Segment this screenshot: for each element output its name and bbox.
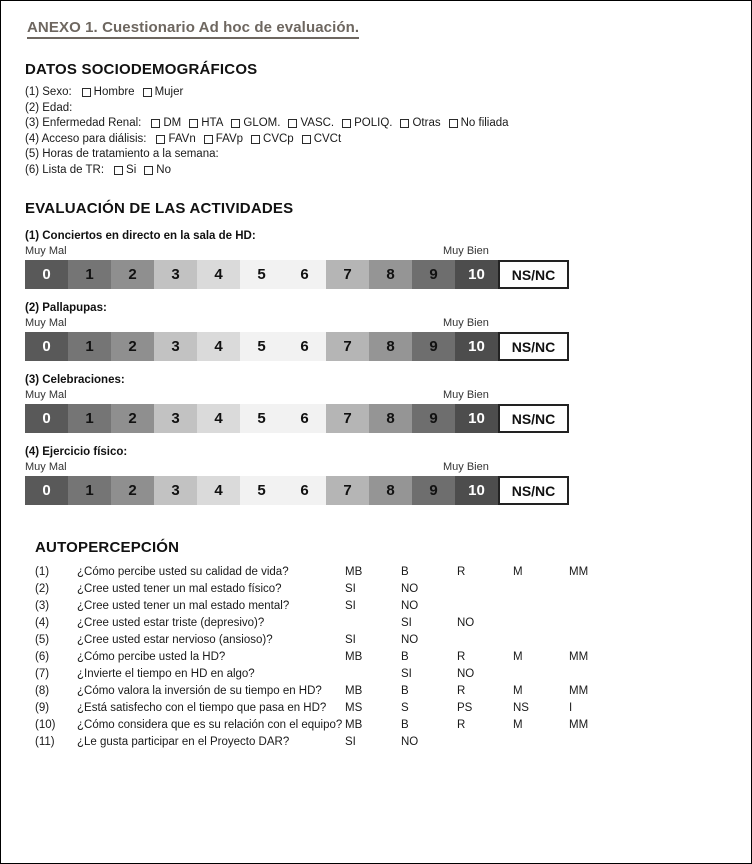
answer-option[interactable]: MS	[345, 701, 363, 714]
scale-anchor-row	[25, 317, 569, 331]
checkbox-label: No filiada	[460, 117, 509, 129]
table-row	[35, 597, 741, 614]
section-heading-demographics: DATOS SOCIODEMOGRÁFICOS	[25, 61, 258, 78]
rating-cell[interactable]: 6	[283, 476, 326, 505]
question-text: ¿Está satisfecho con el tiempo que pasa en HD?	[77, 701, 327, 714]
answer-option-empty	[513, 665, 569, 682]
answer-option-empty	[345, 665, 401, 682]
answer-option[interactable]: NO	[457, 667, 475, 680]
scale-anchor-high: Muy Bien	[443, 245, 489, 257]
checkbox-label: VASC.	[300, 117, 335, 129]
rating-cell[interactable]: 0	[25, 332, 68, 361]
checkbox-label: Si	[126, 163, 137, 176]
checkbox-option[interactable]	[288, 116, 334, 132]
answer-option-empty	[513, 597, 569, 614]
table-row	[35, 614, 741, 631]
scale-anchor-high: Muy Bien	[443, 317, 489, 329]
checkbox-option[interactable]	[144, 163, 171, 179]
table-row	[35, 631, 741, 648]
table-row	[35, 733, 741, 750]
rating-cell[interactable]: 2	[111, 476, 154, 505]
answer-option[interactable]: NO	[401, 599, 419, 612]
rating-cell[interactable]: 3	[154, 332, 197, 361]
answer-option[interactable]: NO	[401, 633, 419, 646]
question-text: ¿Cree usted tener un mal estado físico?	[77, 582, 282, 595]
demographics-list	[25, 85, 731, 178]
checkbox-option[interactable]	[251, 132, 294, 148]
demographic-label: (3) Enfermedad Renal:	[25, 117, 142, 129]
checkbox-option[interactable]	[204, 132, 243, 148]
nsnc-option[interactable]: NS/NC	[498, 332, 569, 361]
answer-option[interactable]: MB	[345, 684, 363, 697]
table-row	[35, 563, 741, 580]
rating-cell[interactable]: 5	[240, 332, 283, 361]
answer-option-empty	[569, 580, 741, 597]
rating-cell[interactable]: 2	[111, 404, 154, 433]
answer-option[interactable]: MB	[345, 650, 363, 663]
table-row	[35, 699, 741, 716]
question-text: ¿Cree usted tener un mal estado mental?	[77, 599, 290, 612]
checkbox-icon[interactable]	[143, 88, 152, 97]
question-text: ¿Invierte el tiempo en HD en algo?	[77, 667, 255, 680]
section-heading-selfperception: AUTOPERCEPCIÓN	[35, 539, 180, 556]
table-row	[35, 580, 741, 597]
checkbox-option[interactable]	[151, 116, 181, 132]
table-row	[35, 716, 741, 733]
rating-cell[interactable]: 3	[154, 476, 197, 505]
rating-cell[interactable]: 7	[326, 332, 369, 361]
rating-cell[interactable]: 1	[68, 260, 111, 289]
answer-option[interactable]: M	[513, 565, 523, 578]
answer-option[interactable]: R	[457, 650, 466, 663]
rating-cell[interactable]: 7	[326, 260, 369, 289]
answer-option[interactable]: MB	[345, 565, 363, 578]
checkbox-label: Mujer	[154, 86, 184, 98]
answer-option[interactable]: SI	[401, 667, 412, 680]
answer-option[interactable]: NO	[401, 582, 419, 595]
rating-cell[interactable]: 9	[412, 332, 455, 361]
rating-cell[interactable]: 10	[455, 476, 498, 505]
answer-option[interactable]: MB	[345, 718, 363, 731]
rating-cell[interactable]: 3	[154, 404, 197, 433]
checkbox-icon[interactable]	[288, 119, 297, 128]
nsnc-option[interactable]: NS/NC	[498, 404, 569, 433]
answer-option[interactable]: B	[401, 565, 409, 578]
row-number: (9)	[35, 701, 50, 714]
rating-scale	[25, 332, 569, 361]
checkbox-icon[interactable]	[449, 119, 458, 128]
row-number: (7)	[35, 667, 50, 680]
checkbox-option[interactable]	[449, 116, 509, 132]
demographic-label: (2) Edad:	[25, 101, 73, 114]
checkbox-icon[interactable]	[400, 119, 409, 128]
answer-option[interactable]: PS	[457, 701, 473, 714]
rating-cell[interactable]: 9	[412, 260, 455, 289]
activity-label: (1) Conciertos en directo en la sala de HD:	[25, 230, 256, 242]
rating-cell[interactable]: 1	[68, 404, 111, 433]
rating-cell[interactable]: 9	[412, 476, 455, 505]
rating-cell[interactable]: 5	[240, 404, 283, 433]
checkbox-option[interactable]	[143, 85, 184, 101]
checkbox-option[interactable]	[231, 116, 280, 132]
row-number: (6)	[35, 650, 50, 663]
selfperception-table	[35, 563, 741, 750]
activity-label: (3) Celebraciones:	[25, 374, 125, 386]
answer-option[interactable]: MM	[569, 650, 589, 663]
checkbox-label: HTA	[201, 117, 224, 129]
rating-cell[interactable]: 4	[197, 332, 240, 361]
rating-cell[interactable]: 7	[326, 404, 369, 433]
demographic-label: (1) Sexo:	[25, 86, 72, 98]
question-text: ¿Cómo considera que es su relación con el equipo?	[77, 718, 343, 731]
activity-scale-block	[25, 302, 731, 361]
demographic-label: (5) Horas de tratamiento a la semana:	[25, 148, 219, 160]
answer-option-empty	[457, 580, 513, 597]
page-title: ANEXO 1. Cuestionario Ad hoc de evaluación.	[27, 19, 359, 39]
rating-scale	[25, 476, 569, 505]
checkbox-icon[interactable]	[114, 166, 123, 175]
answer-option[interactable]: M	[513, 718, 523, 731]
answer-option-empty	[569, 733, 741, 750]
demographic-row	[25, 116, 731, 132]
rating-cell[interactable]: 9	[412, 404, 455, 433]
table-row	[35, 665, 741, 682]
answer-option[interactable]: R	[457, 684, 466, 697]
answer-option-empty	[457, 733, 513, 750]
answer-option[interactable]: S	[401, 701, 409, 714]
checkbox-icon[interactable]	[151, 119, 160, 128]
scale-anchor-low: Muy Mal	[25, 389, 67, 401]
rating-cell[interactable]: 8	[369, 260, 412, 289]
scale-anchor-high: Muy Bien	[443, 461, 489, 473]
answer-option-empty	[345, 614, 401, 631]
activity-scale-block	[25, 446, 731, 505]
checkbox-icon[interactable]	[144, 166, 153, 175]
rating-cell[interactable]: 2	[111, 332, 154, 361]
checkbox-label: CVCt	[313, 132, 342, 145]
answer-option[interactable]: SI	[345, 599, 356, 612]
rating-cell[interactable]: 10	[455, 404, 498, 433]
rating-cell[interactable]: 7	[326, 476, 369, 505]
rating-scale	[25, 260, 569, 289]
scale-anchor-low: Muy Mal	[25, 317, 67, 329]
checkbox-option[interactable]	[156, 132, 195, 148]
rating-cell[interactable]: 4	[197, 476, 240, 505]
demographic-label: (4) Acceso para diálisis:	[25, 132, 147, 145]
demographic-row	[25, 85, 731, 101]
activity-scale-block	[25, 374, 731, 433]
scale-anchor-low: Muy Mal	[25, 245, 67, 257]
answer-option[interactable]: NO	[401, 735, 419, 748]
scale-anchor-low: Muy Mal	[25, 461, 67, 473]
answer-option[interactable]: I	[569, 701, 573, 714]
checkbox-option[interactable]	[302, 132, 341, 148]
answer-option-empty	[569, 631, 741, 648]
answer-option[interactable]: B	[401, 684, 409, 697]
checkbox-icon[interactable]	[204, 135, 213, 144]
rating-cell[interactable]: 4	[197, 260, 240, 289]
checkbox-label: FAVn	[168, 132, 196, 145]
answer-option-empty	[513, 733, 569, 750]
answer-option[interactable]: SI	[345, 633, 356, 646]
answer-option-empty	[457, 631, 513, 648]
rating-cell[interactable]: 8	[369, 476, 412, 505]
question-text: ¿Cómo percibe usted su calidad de vida?	[77, 565, 289, 578]
checkbox-icon[interactable]	[189, 119, 198, 128]
nsnc-option[interactable]: NS/NC	[498, 260, 569, 289]
rating-cell[interactable]: 2	[111, 260, 154, 289]
answer-option-empty	[569, 665, 741, 682]
answer-option[interactable]: NS	[513, 701, 529, 714]
rating-cell[interactable]: 10	[455, 260, 498, 289]
rating-cell[interactable]: 10	[455, 332, 498, 361]
checkbox-icon[interactable]	[231, 119, 240, 128]
row-number: (10)	[35, 718, 56, 731]
checkbox-label: FAVp	[215, 132, 244, 145]
rating-cell[interactable]: 6	[283, 260, 326, 289]
checkbox-option[interactable]	[400, 116, 440, 132]
answer-option-empty	[569, 597, 741, 614]
row-number: (4)	[35, 616, 50, 629]
demographic-row	[25, 101, 731, 117]
rating-cell[interactable]: 8	[369, 332, 412, 361]
rating-cell[interactable]: 8	[369, 404, 412, 433]
question-text: ¿Cómo valora la inversión de su tiempo en HD?	[77, 684, 322, 697]
scale-anchor-row	[25, 389, 569, 403]
row-number: (5)	[35, 633, 50, 646]
scale-anchor-row	[25, 461, 569, 475]
checkbox-option[interactable]	[114, 163, 136, 179]
rating-cell[interactable]: 5	[240, 260, 283, 289]
answer-option[interactable]: R	[457, 718, 466, 731]
answer-option[interactable]: M	[513, 684, 523, 697]
checkbox-option[interactable]	[342, 116, 392, 132]
nsnc-option[interactable]: NS/NC	[498, 476, 569, 505]
answer-option[interactable]: SI	[345, 582, 356, 595]
rating-scale	[25, 404, 569, 433]
checkbox-label: No	[156, 163, 171, 176]
checkbox-icon[interactable]	[251, 135, 260, 144]
checkbox-option[interactable]	[82, 85, 135, 101]
checkbox-label: CVCp	[263, 132, 294, 145]
answer-option[interactable]: MM	[569, 718, 589, 731]
answer-option[interactable]: M	[513, 650, 523, 663]
question-text: ¿Cree usted estar triste (depresivo)?	[77, 616, 265, 629]
checkbox-icon[interactable]	[342, 119, 351, 128]
rating-cell[interactable]: 5	[240, 476, 283, 505]
row-number: (8)	[35, 684, 50, 697]
question-text: ¿Cree usted estar nervioso (ansioso)?	[77, 633, 273, 646]
checkbox-label: POLIQ.	[354, 117, 393, 129]
rating-cell[interactable]: 6	[283, 332, 326, 361]
answer-option-empty	[513, 614, 569, 631]
answer-option-empty	[569, 614, 741, 631]
answer-option[interactable]: SI	[401, 616, 412, 629]
answer-option[interactable]: SI	[345, 735, 356, 748]
answer-option[interactable]: NO	[457, 616, 475, 629]
checkbox-icon[interactable]	[82, 88, 91, 97]
checkbox-label: DM	[163, 117, 182, 129]
answer-option[interactable]: MM	[569, 684, 589, 697]
scale-anchor-high: Muy Bien	[443, 389, 489, 401]
row-number: (1)	[35, 565, 50, 578]
section-heading-activities: EVALUACIÓN DE LAS ACTIVIDADES	[25, 200, 294, 217]
scale-anchor-row	[25, 245, 569, 259]
activity-label: (2) Pallapupas:	[25, 302, 107, 314]
answer-option-empty	[457, 597, 513, 614]
activities-scale-list	[25, 230, 731, 505]
demographic-row	[25, 132, 731, 148]
rating-cell[interactable]: 0	[25, 260, 68, 289]
row-number: (11)	[35, 735, 55, 748]
rating-cell[interactable]: 6	[283, 404, 326, 433]
rating-cell[interactable]: 1	[68, 476, 111, 505]
rating-cell[interactable]: 0	[25, 476, 68, 505]
rating-cell[interactable]: 4	[197, 404, 240, 433]
answer-option[interactable]: B	[401, 650, 409, 663]
checkbox-label: Hombre	[93, 86, 135, 98]
demographic-label: (6) Lista de TR:	[25, 163, 105, 176]
table-row	[35, 682, 741, 699]
answer-option-empty	[513, 580, 569, 597]
rating-cell[interactable]: 3	[154, 260, 197, 289]
answer-option[interactable]: R	[457, 565, 466, 578]
activity-label: (4) Ejercicio físico:	[25, 446, 128, 458]
checkbox-option[interactable]	[189, 116, 223, 132]
answer-option[interactable]: B	[401, 718, 409, 731]
activity-scale-block	[25, 230, 731, 289]
checkbox-label: Otras	[412, 117, 441, 129]
table-row	[35, 648, 741, 665]
row-number: (2)	[35, 582, 50, 595]
question-text: ¿Le gusta participar en el Proyecto DAR?	[77, 735, 290, 748]
rating-cell[interactable]: 0	[25, 404, 68, 433]
selfperception-section	[25, 539, 731, 750]
rating-cell[interactable]: 1	[68, 332, 111, 361]
checkbox-icon[interactable]	[156, 135, 165, 144]
answer-option-empty	[513, 631, 569, 648]
demographic-row	[25, 147, 731, 163]
demographic-row	[25, 163, 731, 179]
question-text: ¿Cómo percibe usted la HD?	[77, 650, 226, 663]
answer-option[interactable]: MM	[569, 565, 589, 578]
row-number: (3)	[35, 599, 50, 612]
checkbox-label: GLOM.	[243, 117, 281, 129]
checkbox-icon[interactable]	[302, 135, 311, 144]
